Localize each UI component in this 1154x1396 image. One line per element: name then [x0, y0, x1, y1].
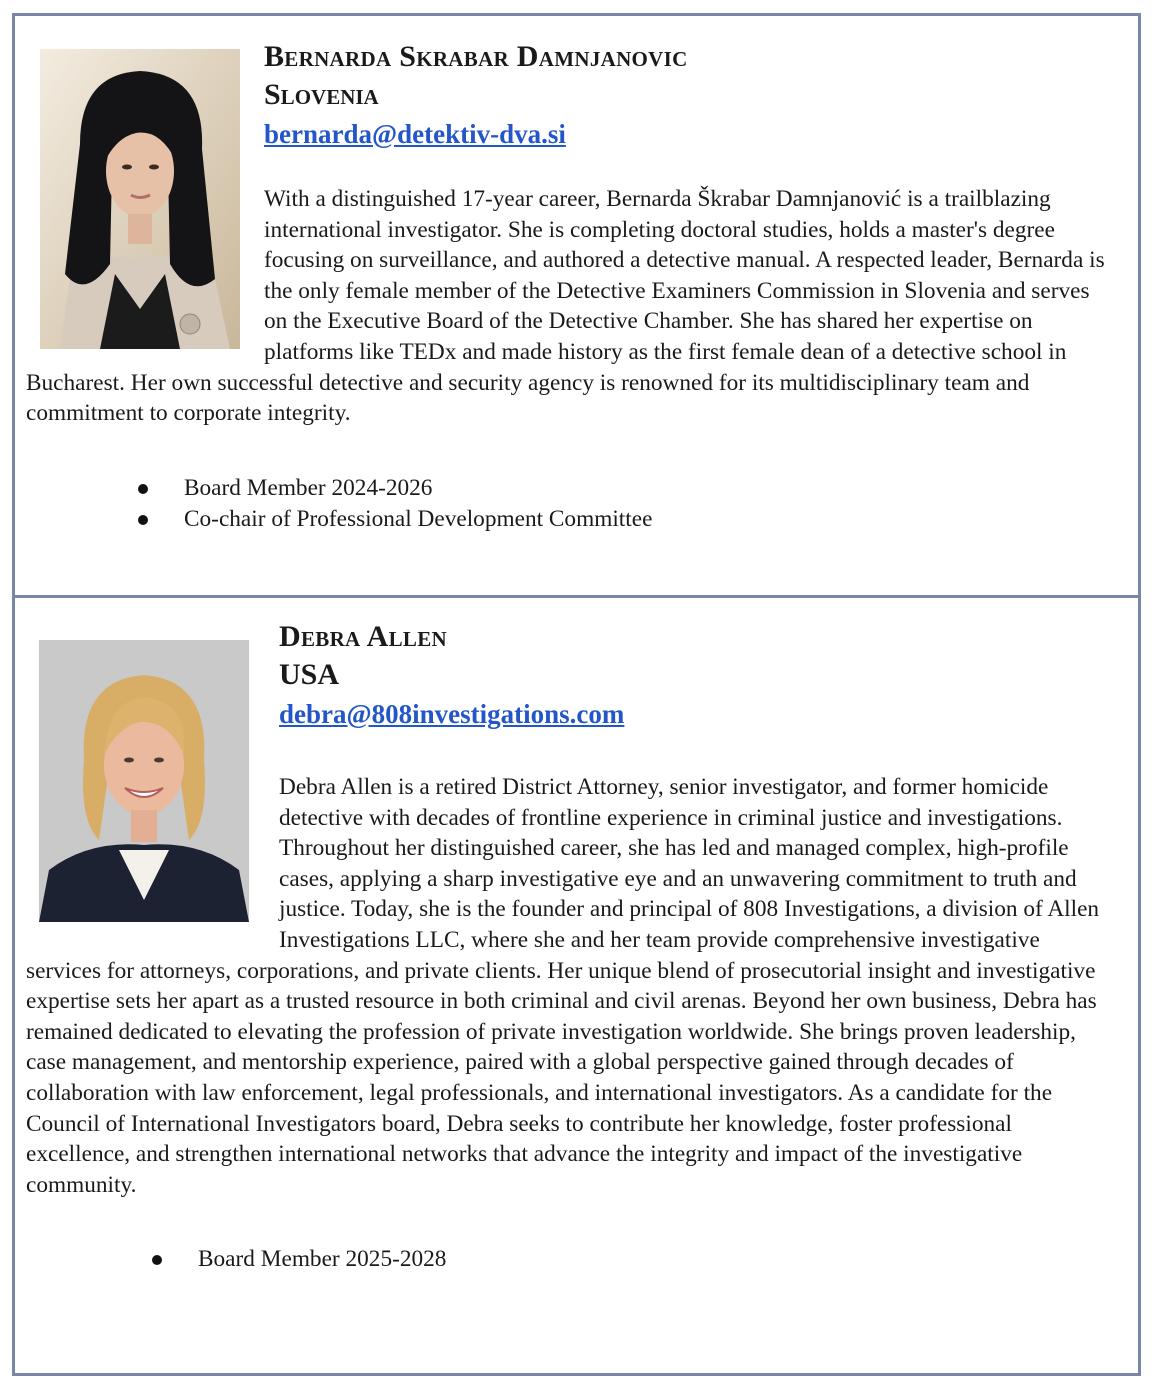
- email-link[interactable]: debra@808investigations.com: [279, 699, 625, 729]
- portrait-photo-bernarda: [40, 49, 240, 349]
- role-list: [26, 429, 1114, 535]
- profile-card-bernarda: [15, 16, 1138, 595]
- profile-country: Slovenia: [264, 78, 379, 111]
- portrait-photo-debra: [39, 640, 249, 922]
- role-item: Board Member 2024-2026: [154, 473, 1114, 504]
- email-link[interactable]: bernarda@detektiv-dva.si: [264, 119, 566, 149]
- role-item: Co-chair of Professional Development Committee: [154, 504, 1114, 535]
- profile-name: Debra Allen: [279, 620, 448, 653]
- role-item: Board Member 2025-2028: [168, 1244, 1114, 1275]
- profile-bio: With a distinguished 17-year career, Bernarda Škrabar Damnjanović is a trailblazing international investigator. She is completing doctoral studies, holds a master's degree focusing on surveillance, and authored a detective manual. A respected leader, Bernarda is the only female member of the Detective Examiners Commission in Slovenia and serves on the Executive Board of the Detective Chamber. She has shared her expertise on platforms like TEDx and made history as the first female dean of a detective school in Bucharest. Her own successful detective and security agency is renowned for its multidisciplinary team and commitment to corporate integrity.: [26, 186, 1105, 427]
- profile-country: USA: [279, 658, 340, 691]
- role-list: [26, 1200, 1114, 1275]
- profile-card-debra: [15, 598, 1138, 1370]
- profile-name: Bernarda Skrabar Damnjanovic: [264, 40, 688, 73]
- profile-bio: Debra Allen is a retired District Attorney, senior investigator, and former homicide detective with decades of frontline experience in criminal justice and investigations. Throughout her distinguished career, she has led and managed complex, high-profile cases, applying a sharp investigative eye and an unwavering commitment to truth and justice. Today, she is the founder and principal of 808 Investigations, a division of Allen Investigations LLC, where she and her team provide comprehensive investigative services for attorneys, corporations, and private clients. Her unique blend of prosecutorial insight and investigative expertise sets her apart as a trusted resource in both criminal and civil arenas. Beyond her own business, Debra has remained dedicated to elevating the profession of private investigation worldwide. She brings proven leadership, case management, and mentorship experience, paired with a global perspective gained through decades of collaboration with law enforcement, legal professionals, and international investigators. As a candidate for the Council of International Investigators board, Debra seeks to contribute her knowledge, foster professional excellence, and strengthen international networks that advance the integrity and impact of the investigative community.: [26, 774, 1100, 1198]
